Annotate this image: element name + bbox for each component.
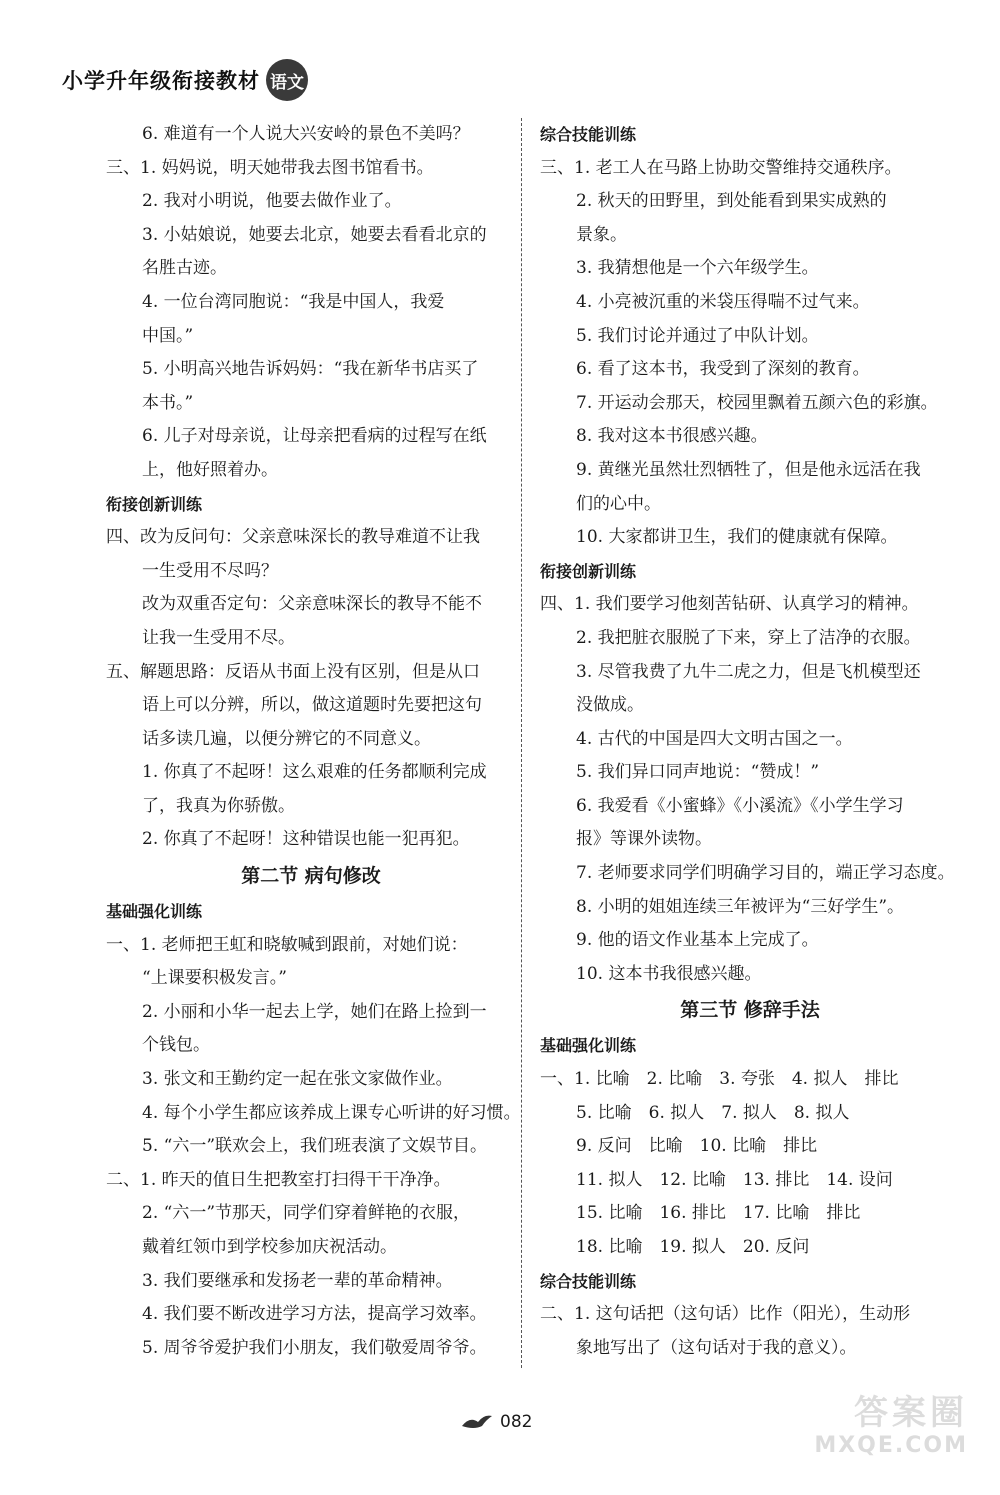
training-subheading: 综合技能训练 [540, 125, 637, 144]
answer-line: 8. 小明的姐姐连续三年被评为“三好学生”。 [576, 896, 905, 917]
question-heading-line: 五、解题思路：反语从书面上没有区别，但是从口 [106, 661, 480, 682]
answer-line: 报》等课外读物。 [576, 829, 712, 850]
training-subheading: 基础强化训练 [540, 1036, 637, 1056]
answer-line: “上课要积极发言。” [142, 968, 287, 989]
answer-line: 了，我真为你骄傲。 [142, 795, 295, 816]
training-subheading: 衔接创新训练 [106, 494, 203, 514]
answer-line: 象地写出了（这句话对于我的意义）。 [576, 1337, 857, 1358]
answer-line: 3. 小姑娘说，她要去北京，她要去看看北京的 [142, 224, 487, 245]
question-heading-line: 三、1. 妈妈说，明天她带我去图书馆看书。 [106, 157, 434, 178]
answer-line: 1. 你真了不起呀！这么艰难的任务都顺利完成 [142, 762, 487, 783]
answer-line: 一生受用不尽吗？ [142, 560, 278, 581]
answer-line: 3. 张文和王勤约定一起在张文家做作业。 [142, 1069, 453, 1090]
answer-line: 4. 小亮被沉重的米袋压得喘不过气来。 [576, 291, 870, 312]
answer-line: 2. 我对小明说，他要去做作业了。 [142, 191, 402, 212]
answer-line: 5. 我们讨论并通过了中队计划。 [576, 325, 819, 346]
running-header [62, 60, 308, 100]
answer-line: 18. 比喻 19. 拟人 20. 反问 [576, 1237, 810, 1257]
answer-line: 改为双重否定句：父亲意味深长的教导不能不 [142, 594, 482, 615]
answer-line: 7. 开运动会那天，校园里飘着五颜六色的彩旗。 [576, 392, 938, 413]
answer-line: 4. 我们要不断改进学习方法，提高学习效率。 [142, 1304, 487, 1325]
answer-line: 们的心中。 [576, 493, 661, 514]
bird-icon [460, 1412, 494, 1432]
training-subheading: 基础强化训练 [106, 902, 203, 922]
section-title: 第二节 病句修改 [241, 865, 381, 888]
answer-line: 7. 老师要求同学们明确学习目的，端正学习态度。 [576, 863, 955, 884]
training-subheading: 综合技能训练 [540, 1271, 637, 1291]
answer-line: 5. 小明高兴地告诉妈妈：“我在新华书店买了 [142, 359, 479, 380]
question-heading-line: 一、1. 比喻 2. 比喻 3. 夸张 4. 拟人 排比 [540, 1069, 899, 1090]
question-heading-line: 四、1. 我们要学习他刻苦钻研、认真学习的精神。 [540, 594, 919, 615]
answer-line: 语上可以分辨，所以，做这道题时先要把这句 [142, 695, 482, 716]
watermark-logo: 答案圈 [854, 1393, 968, 1433]
answer-line: 2. 你真了不起呀！这种错误也能一犯再犯。 [142, 829, 470, 850]
answer-line: 6. 儿子对母亲说，让母亲把看病的过程写在纸 [142, 426, 487, 447]
answer-line: 10. 大家都讲卫生，我们的健康就有保障。 [576, 527, 898, 548]
right-column [540, 118, 960, 1365]
answer-line: 10. 这本书我很感兴趣。 [576, 963, 762, 984]
answer-line: 2. 小丽和小华一起去上学，她们在路上捡到一 [142, 1001, 487, 1022]
watermark-url: MXQE.COM [814, 1433, 968, 1458]
answer-line: 3. 尽管我费了九牛二虎之力，但是飞机模型还 [576, 661, 921, 682]
answer-line: 3. 我猜想他是一个六年级学生。 [576, 258, 819, 279]
watermark [792, 1385, 982, 1475]
answer-line: 2. “六一”节那天，同学们穿着鲜艳的衣服， [142, 1203, 471, 1224]
answer-line: 5. 比喻 6. 拟人 7. 拟人 8. 拟人 [576, 1102, 850, 1123]
answer-line: 15. 比喻 16. 排比 17. 比喻 排比 [576, 1203, 861, 1224]
answer-line: 5. 周爷爷爱护我们小朋友，我们敬爱周爷爷。 [142, 1337, 487, 1358]
answer-line: 6. 看了这本书，我受到了深刻的教育。 [576, 359, 870, 380]
answer-line: 让我一生受用不尽。 [142, 627, 295, 648]
answer-line: 5. 我们异口同声地说：“赞成！” [576, 762, 820, 783]
answer-line: 名胜古迹。 [142, 258, 227, 279]
answer-line: 4. 每个小学生都应该养成上课专心听讲的好习惯。 [142, 1102, 521, 1123]
answer-line: 2. 我把脏衣服脱了下来，穿上了洁净的衣服。 [576, 627, 921, 648]
book-title: 小学升年级衔接教材 [62, 69, 260, 93]
question-heading-line: 二、1. 昨天的值日生把教室打扫得干干净净。 [106, 1169, 451, 1190]
answer-line: 话多读几遍，以便分辨它的不同意义。 [142, 728, 431, 749]
answer-line: 中国。” [142, 325, 194, 346]
answer-line: 2. 秋天的田野里，到处能看到果实成熟的 [576, 191, 887, 212]
answer-line: 11. 拟人 12. 比喻 13. 排比 14. 设问 [576, 1169, 893, 1190]
column-divider [521, 118, 522, 1368]
answer-line: 9. 反问 比喻 10. 比喻 排比 [576, 1136, 818, 1157]
answer-line: 3. 我们要继承和发扬老一辈的革命精神。 [142, 1270, 453, 1291]
answer-line: 6. 我爱看《小蜜蜂》《小溪流》《小学生学习 [576, 795, 904, 816]
section-title: 第三节 修辞手法 [680, 999, 820, 1022]
question-heading-line: 三、1. 老工人在马路上协助交警维持交通秩序。 [540, 157, 902, 178]
answer-line: 9. 他的语文作业基本上完成了。 [576, 930, 819, 951]
answer-line: 5. “六一”联欢会上，我们班表演了文娱节目。 [142, 1136, 488, 1157]
answer-line: 4. 古代的中国是四大文明古国之一。 [576, 728, 853, 749]
answer-line: 上，他好照着办。 [142, 459, 278, 480]
answer-line: 4. 一位台湾同胞说：“我是中国人，我爱 [142, 291, 445, 312]
answer-line: 8. 我对这本书很感兴趣。 [576, 426, 768, 447]
answer-line: 景象。 [576, 224, 627, 245]
page-footer [460, 1412, 532, 1432]
question-heading-line: 四、改为反问句：父亲意味深长的教导难道不让我 [106, 527, 480, 548]
page-number: 082 [500, 1412, 533, 1432]
answer-line: 戴着红领巾到学校参加庆祝活动。 [142, 1237, 397, 1257]
answer-line: 本书。” [142, 392, 194, 413]
question-heading-line: 二、1. 这句话把（这句话）比作（阳光），生动形 [540, 1304, 911, 1325]
left-column [106, 118, 521, 1365]
answer-line: 没做成。 [576, 695, 644, 716]
answer-line: 6. 难道有一个人说大兴安岭的景色不美吗？ [142, 124, 470, 144]
question-heading-line: 一、1. 老师把王虹和晓敏喊到跟前，对她们说： [106, 934, 468, 955]
subject-badge: 语文 [266, 59, 308, 101]
answer-line: 个钱包。 [142, 1035, 210, 1056]
answer-line: 9. 黄继光虽然壮烈牺牲了，但是他永远活在我 [576, 459, 921, 480]
training-subheading: 衔接创新训练 [540, 561, 637, 581]
